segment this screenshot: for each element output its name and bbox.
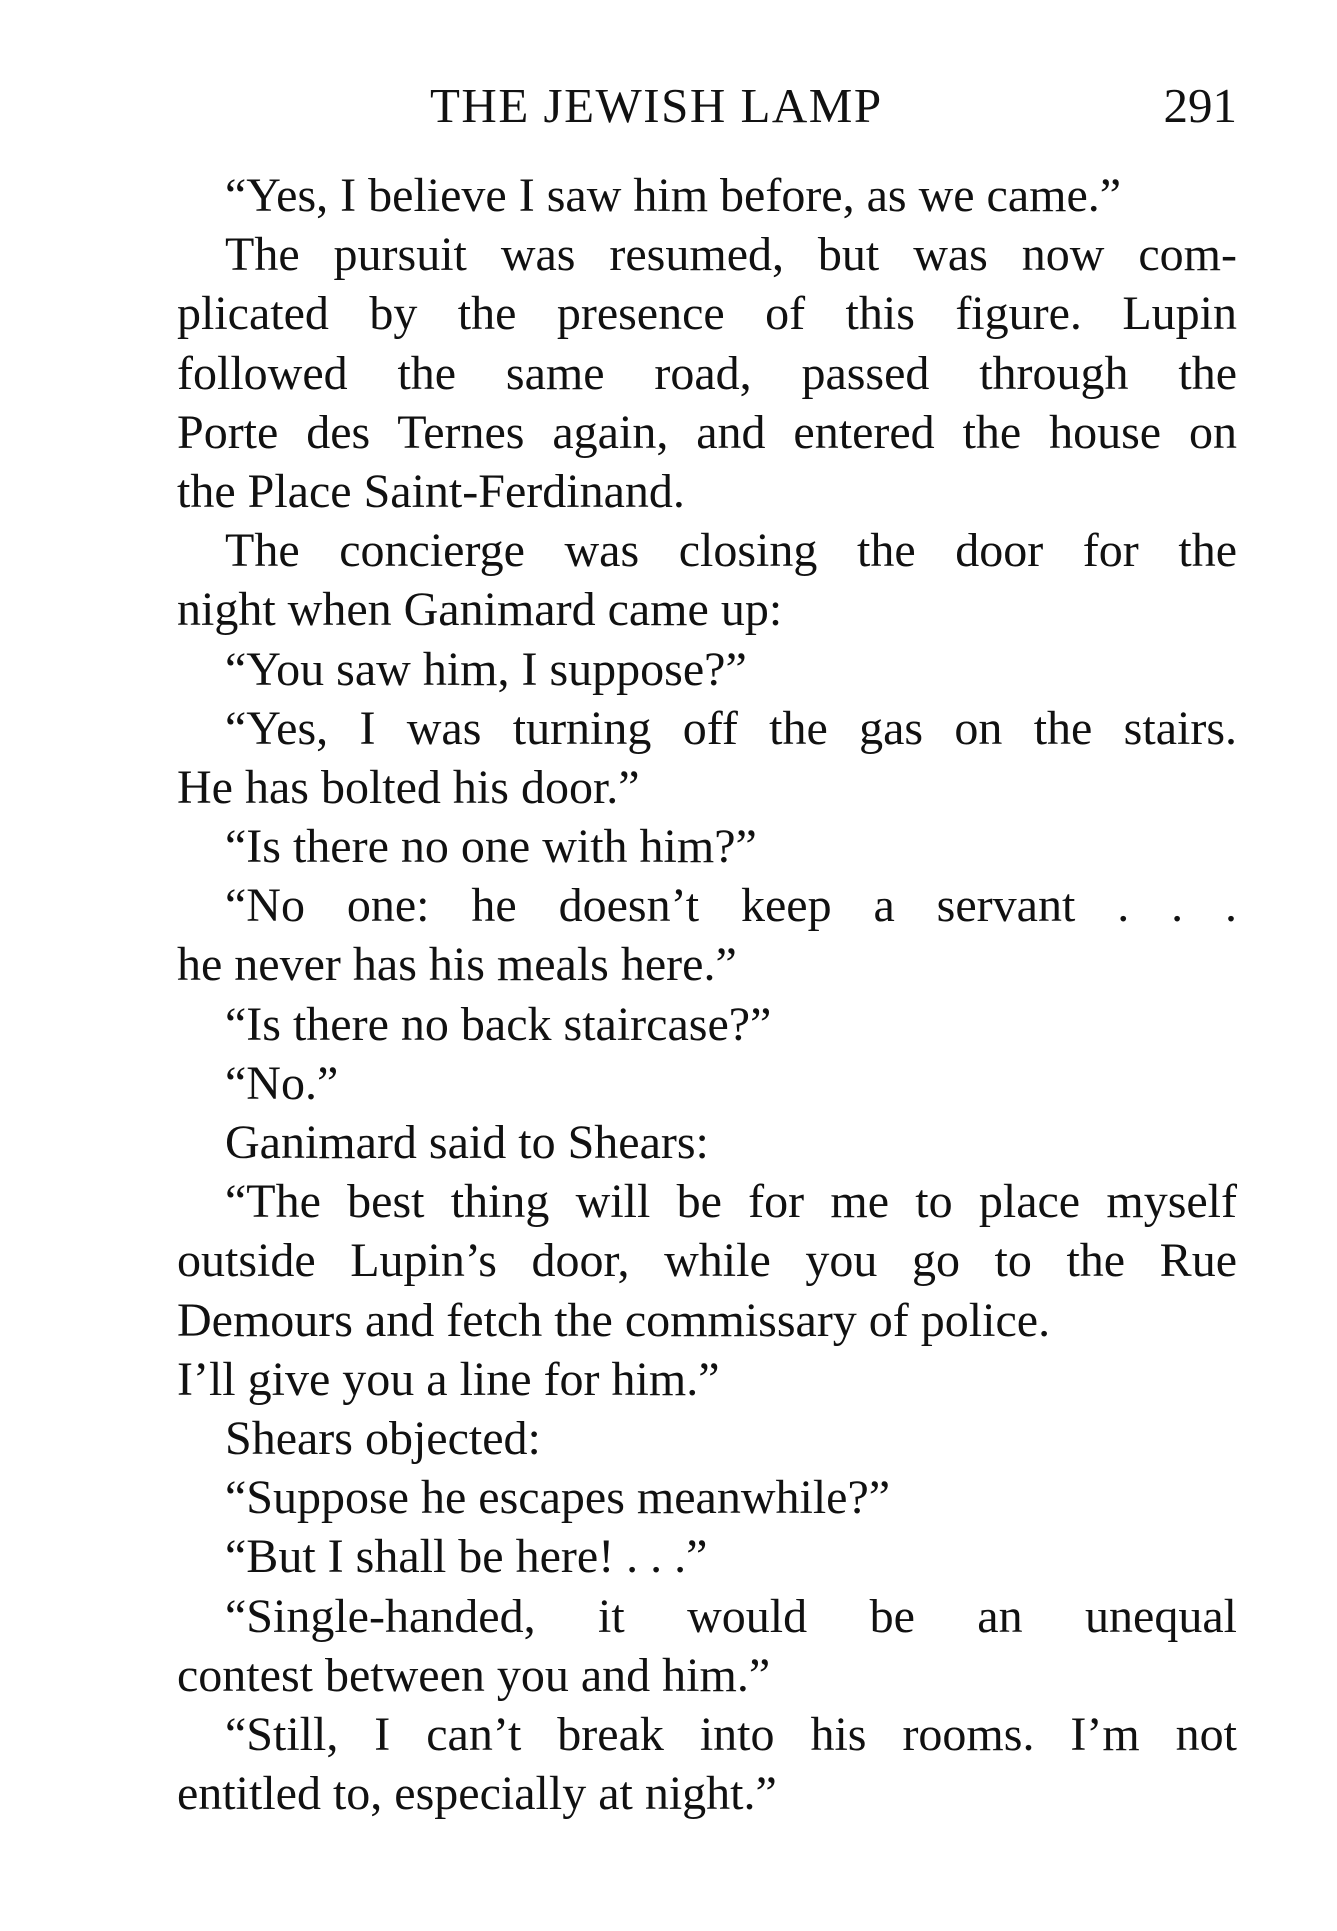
- text-line: plicated by the presence of this figure. Lupin: [177, 287, 1237, 341]
- text-line: I’ll give you a line for him.”: [177, 1352, 720, 1406]
- text-line: “The best thing will be for me to place myself: [225, 1175, 1237, 1229]
- text-line: followed the same road, passed through the: [177, 346, 1237, 400]
- text-line: Porte des Ternes again, and entered the house on: [177, 405, 1237, 459]
- text-line: the Place Saint-Ferdinand.: [177, 464, 685, 518]
- text-line: “But I shall be here! . . .”: [225, 1530, 708, 1584]
- text-line: “Is there no back staircase?”: [225, 997, 772, 1051]
- text-line: night when Ganimard came up:: [177, 583, 783, 637]
- text-line: contest between you and him.”: [177, 1648, 771, 1702]
- text-line: “Is there no one with him?”: [225, 820, 757, 874]
- text-line: “Yes, I believe I saw him before, as we came.”: [225, 169, 1122, 222]
- page-header: [177, 76, 1237, 136]
- text-line: The concierge was closing the door for the: [225, 524, 1237, 578]
- body-text: [177, 166, 1237, 1823]
- text-line: He has bolted his door.”: [177, 760, 640, 814]
- text-line: “No.”: [225, 1056, 339, 1110]
- text-line: “Suppose he escapes meanwhile?”: [225, 1471, 891, 1525]
- text-line: “Yes, I was turning off the gas on the stairs.: [225, 701, 1237, 755]
- text-line: “You saw him, I suppose?”: [225, 642, 747, 696]
- page-number: 291: [1163, 78, 1237, 133]
- text-line: Shears objected:: [225, 1411, 541, 1465]
- text-line: entitled to, especially at night.”: [177, 1767, 777, 1821]
- text-line: outside Lupin’s door, while you go to the Rue: [177, 1234, 1237, 1288]
- text-line: “Single-handed, it would be an unequal: [225, 1589, 1237, 1643]
- text-line: “Still, I can’t break into his rooms. I’m not: [225, 1707, 1237, 1761]
- text-line: Demours and fetch the commissary of police.: [177, 1293, 1051, 1347]
- text-line: Ganimard said to Shears:: [225, 1116, 709, 1169]
- text-line: he never has his meals here.”: [177, 938, 737, 992]
- running-title: THE JEWISH LAMP: [430, 78, 883, 133]
- text-line: The pursuit was resumed, but was now com-: [225, 228, 1237, 282]
- text-line: “No one: he doesn’t keep a servant . . .: [225, 879, 1237, 933]
